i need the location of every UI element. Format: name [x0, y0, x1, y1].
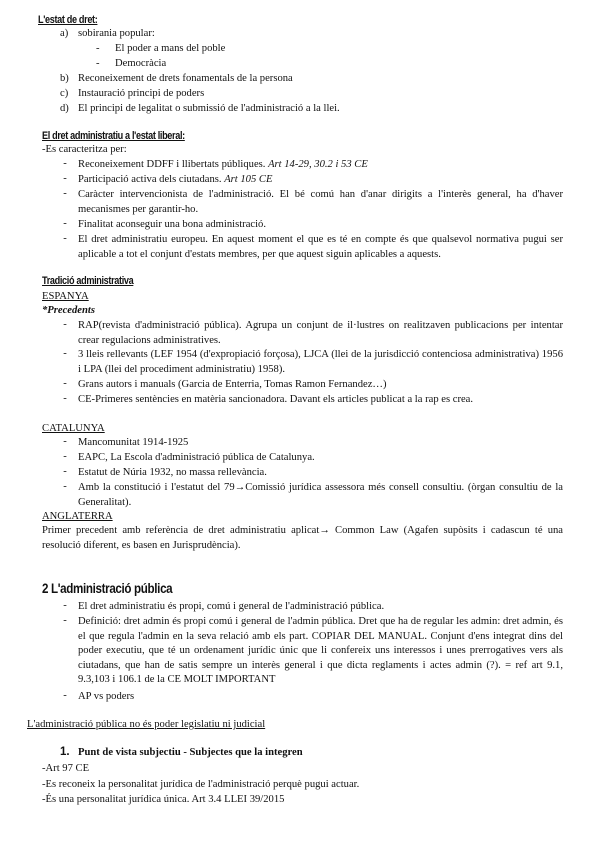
- list-item: El principi de legalitat o submissió de l'administració a la llei.: [78, 103, 340, 114]
- list-item: Definició: dret admin és propi comú i general de l'admin pública. Dret que ha de regular les admin: dret admin, és el que regula l'admin en la seva relació amb els part. COPIAR DEL MANUAL. Conjunt d'ens integrat dins del poder executiu, que té un ordenament jurídic únic que li confereix uns interessos i unes prerrogatives vers als ciutadans, que han de satis sempre un interès general i que dicta reglaments i actes admin (?). = ref art 9.1, 9.3,103 i 106.1 de la CE MOLT IMPORTANT: [78, 616, 563, 686]
- section-title-estat-de-dret: L'estat de dret:: [38, 14, 98, 26]
- list-item: El dret administratiu europeu. En aquest moment el que es té en compte és que qualsevol normativa pugui ser aplicable a tot el conjunt d'estats membres, per que aquest siguin aplicables a aquests.: [78, 234, 563, 260]
- list-item: Reconeixement de drets fonamentals de la persona: [78, 73, 293, 84]
- list-item: Estatut de Núria 1932, no massa rellevància.: [78, 467, 267, 478]
- dash: -: [63, 218, 67, 229]
- dash: -: [63, 436, 67, 447]
- list-item: El dret administratiu és propi, comú i general de l'administració pública.: [78, 601, 385, 612]
- list-item: CE-Primeres sentències en matèria sancionadora. Davant els articles publicat a la rap es crea.: [78, 394, 474, 405]
- dash: -: [63, 481, 67, 492]
- sub-item: El poder a mans del poble: [115, 43, 226, 54]
- text-line: -Es reconeix la personalitat jurídica de l'administració perquè pugui actuar.: [42, 779, 360, 790]
- subheading-anglaterra: ANGLATERRA: [42, 511, 113, 522]
- dash: -: [63, 378, 67, 389]
- dash: -: [63, 319, 67, 330]
- list-item: Amb la constitució i l'estatut del 79→Comissió jurídica assessora més consell consultiu. (òrgan consultiu de la Generalitat).: [78, 482, 563, 508]
- list-item: 3 lleis rellevants (LEF 1954 (d'expropiació forçosa), LJCA (llei de la jurisdicció contenciosa administrativa) 1956 i LPA (llei del procediment administratiu) 1958).: [78, 349, 563, 375]
- list-item: Participació activa dels ciutadans. Art 105 CE: [78, 174, 273, 185]
- dash: -: [63, 348, 67, 359]
- dash: -: [63, 158, 67, 169]
- note-underlined: L'administració pública no és poder legislatiu ni judicial: [27, 719, 266, 730]
- subsection-title: Punt de vista subjectiu - Subjectes que la integren: [78, 747, 303, 758]
- list-marker: c): [60, 88, 69, 99]
- list-marker: b): [60, 73, 69, 84]
- dash: -: [63, 173, 67, 184]
- dash: -: [63, 393, 67, 404]
- list-item: AP vs poders: [78, 691, 135, 702]
- dash: -: [63, 466, 67, 477]
- sub-item: Democràcia: [115, 58, 167, 69]
- list-item: Reconeixement DDFF i llibertats públiques. Art 14-29, 30.2 i 53 CE: [78, 159, 368, 170]
- list-item: Caràcter intervencionista de l'administració. El bé comú han d'anar dirigits a l'interès general, ha d'haver mecanismes per garantir-ho.: [78, 189, 563, 215]
- dash: -: [63, 615, 67, 626]
- dash: -: [96, 43, 100, 54]
- list-marker: a): [60, 28, 69, 39]
- subheading-precedents: *Precedents: [42, 305, 95, 316]
- dash: -: [63, 690, 67, 701]
- intro-text: -Es caracteritza per:: [42, 144, 127, 155]
- dash: -: [63, 188, 67, 199]
- text-line: -És una personalitat jurídica única. Art 3.4 LLEI 39/2015: [42, 794, 285, 805]
- paragraph: Primer precedent amb referència de dret administratiu aplicat→ Common Law (Agafen supòsits i cadascun té una resolució diferent, es basen en Jurisprudència).: [42, 525, 563, 551]
- section-title-tradicio: Tradició administrativa: [42, 275, 134, 287]
- list-item: EAPC, La Escola d'administració pública de Catalunya.: [78, 452, 315, 463]
- dash: -: [63, 233, 67, 244]
- subheading-espanya: ESPANYA: [42, 291, 89, 302]
- dash: -: [63, 600, 67, 611]
- section-title-administracio-publica: 2 L'administració pública: [42, 581, 173, 596]
- list-marker: d): [60, 103, 69, 114]
- list-item: Finalitat aconseguir una bona administració.: [78, 219, 266, 230]
- dash: -: [63, 451, 67, 462]
- section-title-dret-administratiu: El dret administratiu a l'estat liberal:: [42, 130, 185, 142]
- subsection-number: 1.: [60, 746, 70, 758]
- list-item: RAP(revista d'administració pública). Agrupa un conjunt de il·lustres on realitzaven publicacions per intentar crear regulacions administratives.: [78, 320, 563, 346]
- list-item: sobirania popular:: [78, 28, 155, 39]
- text-line: -Art 97 CE: [42, 763, 90, 774]
- subheading-catalunya: CATALUNYA: [42, 423, 105, 434]
- list-item: Grans autors i manuals (Garcia de Enterria, Tomas Ramon Fernandez…): [78, 379, 387, 390]
- list-item: Mancomunitat 1914-1925: [78, 437, 189, 448]
- dash: -: [96, 58, 100, 69]
- list-item: Instauració principi de poders: [78, 88, 205, 99]
